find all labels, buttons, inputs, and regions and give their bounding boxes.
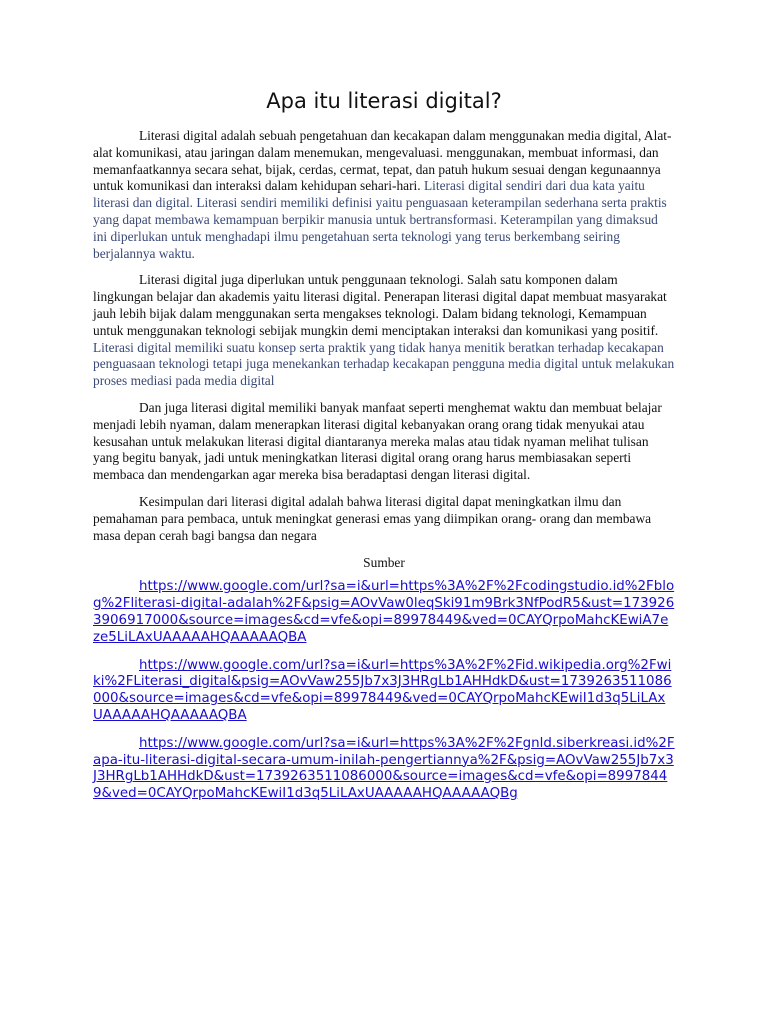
paragraph-highlight-text: Literasi digital sendiri dari dua kata yaitu literasi dan digital. Literasi sendiri memiliki definisi yaitu penguasaan keterampilan sederhana serta praktis yang dapat membawa kemampuan berpikir manusia untuk bertransformasi. Keterampilan yang dimaksud ini diperlukan untuk menghadapi ilmu pengetahuan serta teknologi yang terus berkembang seiring berjalannya waktu.	[93, 178, 667, 261]
source-link-siberkreasi[interactable]: https://www.google.com/url?sa=i&url=https%3A%2F%2Fgnld.siberkreasi.id%2Fapa-itu-literasi-digital-secara-umum-inilah-pengertiannya%2F&psig=AOvVaw255Jb7x3J3HRgLb1AHHdkD&ust=1739263511086000&source=images&cd=vfe&opi=89978449&ved=0CAYQrpoMahcKEwiI1d3q5LiLAxUAAAAAHQAAAAAQBg	[93, 735, 675, 802]
paragraph-conclusion	[93, 494, 675, 544]
paragraph-definition	[93, 128, 675, 262]
paragraph-highlight-text: Literasi digital memiliki suatu konsep serta praktik yang tidak hanya menitik beratkan terhadap kecakapan penguasaan teknologi tetapi juga menekankan terhadap kecakapan pengguna media digital untuk melakukan proses mediasi pada media digital	[93, 339, 675, 389]
paragraph-text: Dan juga literasi digital memiliki banyak manfaat seperti menghemat waktu dan membuat belajar menjadi lebih nyaman, dalam menerapkan literasi digital kebanyakan orang orang tidak menyukai atau kesusahan untuk melakukan literasi digital diantaranya mereka malas atau tidak nyaman melihat tulisan yang begitu banyak, jadi untuk meningkatkan literasi digital orang orang harus membiasakan seperti membaca dan mendengarkan agar mereka bisa beradaptasi dengan literasi digital.	[93, 399, 662, 483]
paragraph-text: Literasi digital adalah sebuah pengetahuan dan kecakapan dalam menggunakan media digital, Alat-alat komunikasi, atau jaringan dalam menemukan, mengevaluasi. menggunakan, membuat informasi, dan memanfaatkannya secara sehat, bijak, cerdas, cermat, tepat, dan patuh hukum sesuai dengan kegunaannya untuk komunikasi dan interaksi dalam kehidupan sehari-hari.	[93, 128, 672, 194]
page-title: Apa itu literasi digital?	[266, 89, 502, 113]
paragraph-benefits	[93, 400, 675, 484]
source-link-codingstudio[interactable]: https://www.google.com/url?sa=i&url=https%3A%2F%2Fcodingstudio.id%2Fblog%2Fliterasi-digital-adalah%2F&psig=AOvVaw0leqSki91m9Brk3NfPodR5&ust=1739263906917000&source=images&cd=vfe&opi=89978449&ved=0CAYQrpoMahcKEwiA7eze5LiLAxUAAAAAHQAAAAAQBA	[93, 579, 675, 645]
source-link-wikipedia[interactable]: https://www.google.com/url?sa=i&url=https%3A%2F%2Fid.wikipedia.org%2Fwiki%2FLiterasi_digital&psig=AOvVaw255Jb7x3J3HRgLb1AHHdkD&ust=1739263511086000&source=images&cd=vfe&opi=89978449&ved=0CAYQrpoMahcKEwiI1d3q5LiLAxUAAAAAHQAAAAAQBA	[93, 657, 672, 723]
paragraph-text: Literasi digital juga diperlukan untuk penggunaan teknologi. Salah satu komponen dalam lingkungan belajar dan akademis yaitu literasi digital. Penerapan literasi digital dapat membuat masyarakat jauh lebih bijak dalam menggunakan serta mengakses teknologi. Dalam bidang teknologi, Kemampuan untuk menggunakan teknologi sebijak mungkin demi menciptakan interaksi dan komunikasi yang positif.	[93, 272, 667, 338]
sources-heading: Sumber	[363, 555, 405, 571]
paragraph-technology	[93, 272, 675, 390]
paragraph-text: Kesimpulan dari literasi digital adalah bahwa literasi digital dapat meningkatkan ilmu dan pemahaman para pembaca, untuk meningkat generasi emas yang diimpikan orang- orang dan membawa masa depan cerah bagi bangsa dan negara	[93, 493, 652, 543]
